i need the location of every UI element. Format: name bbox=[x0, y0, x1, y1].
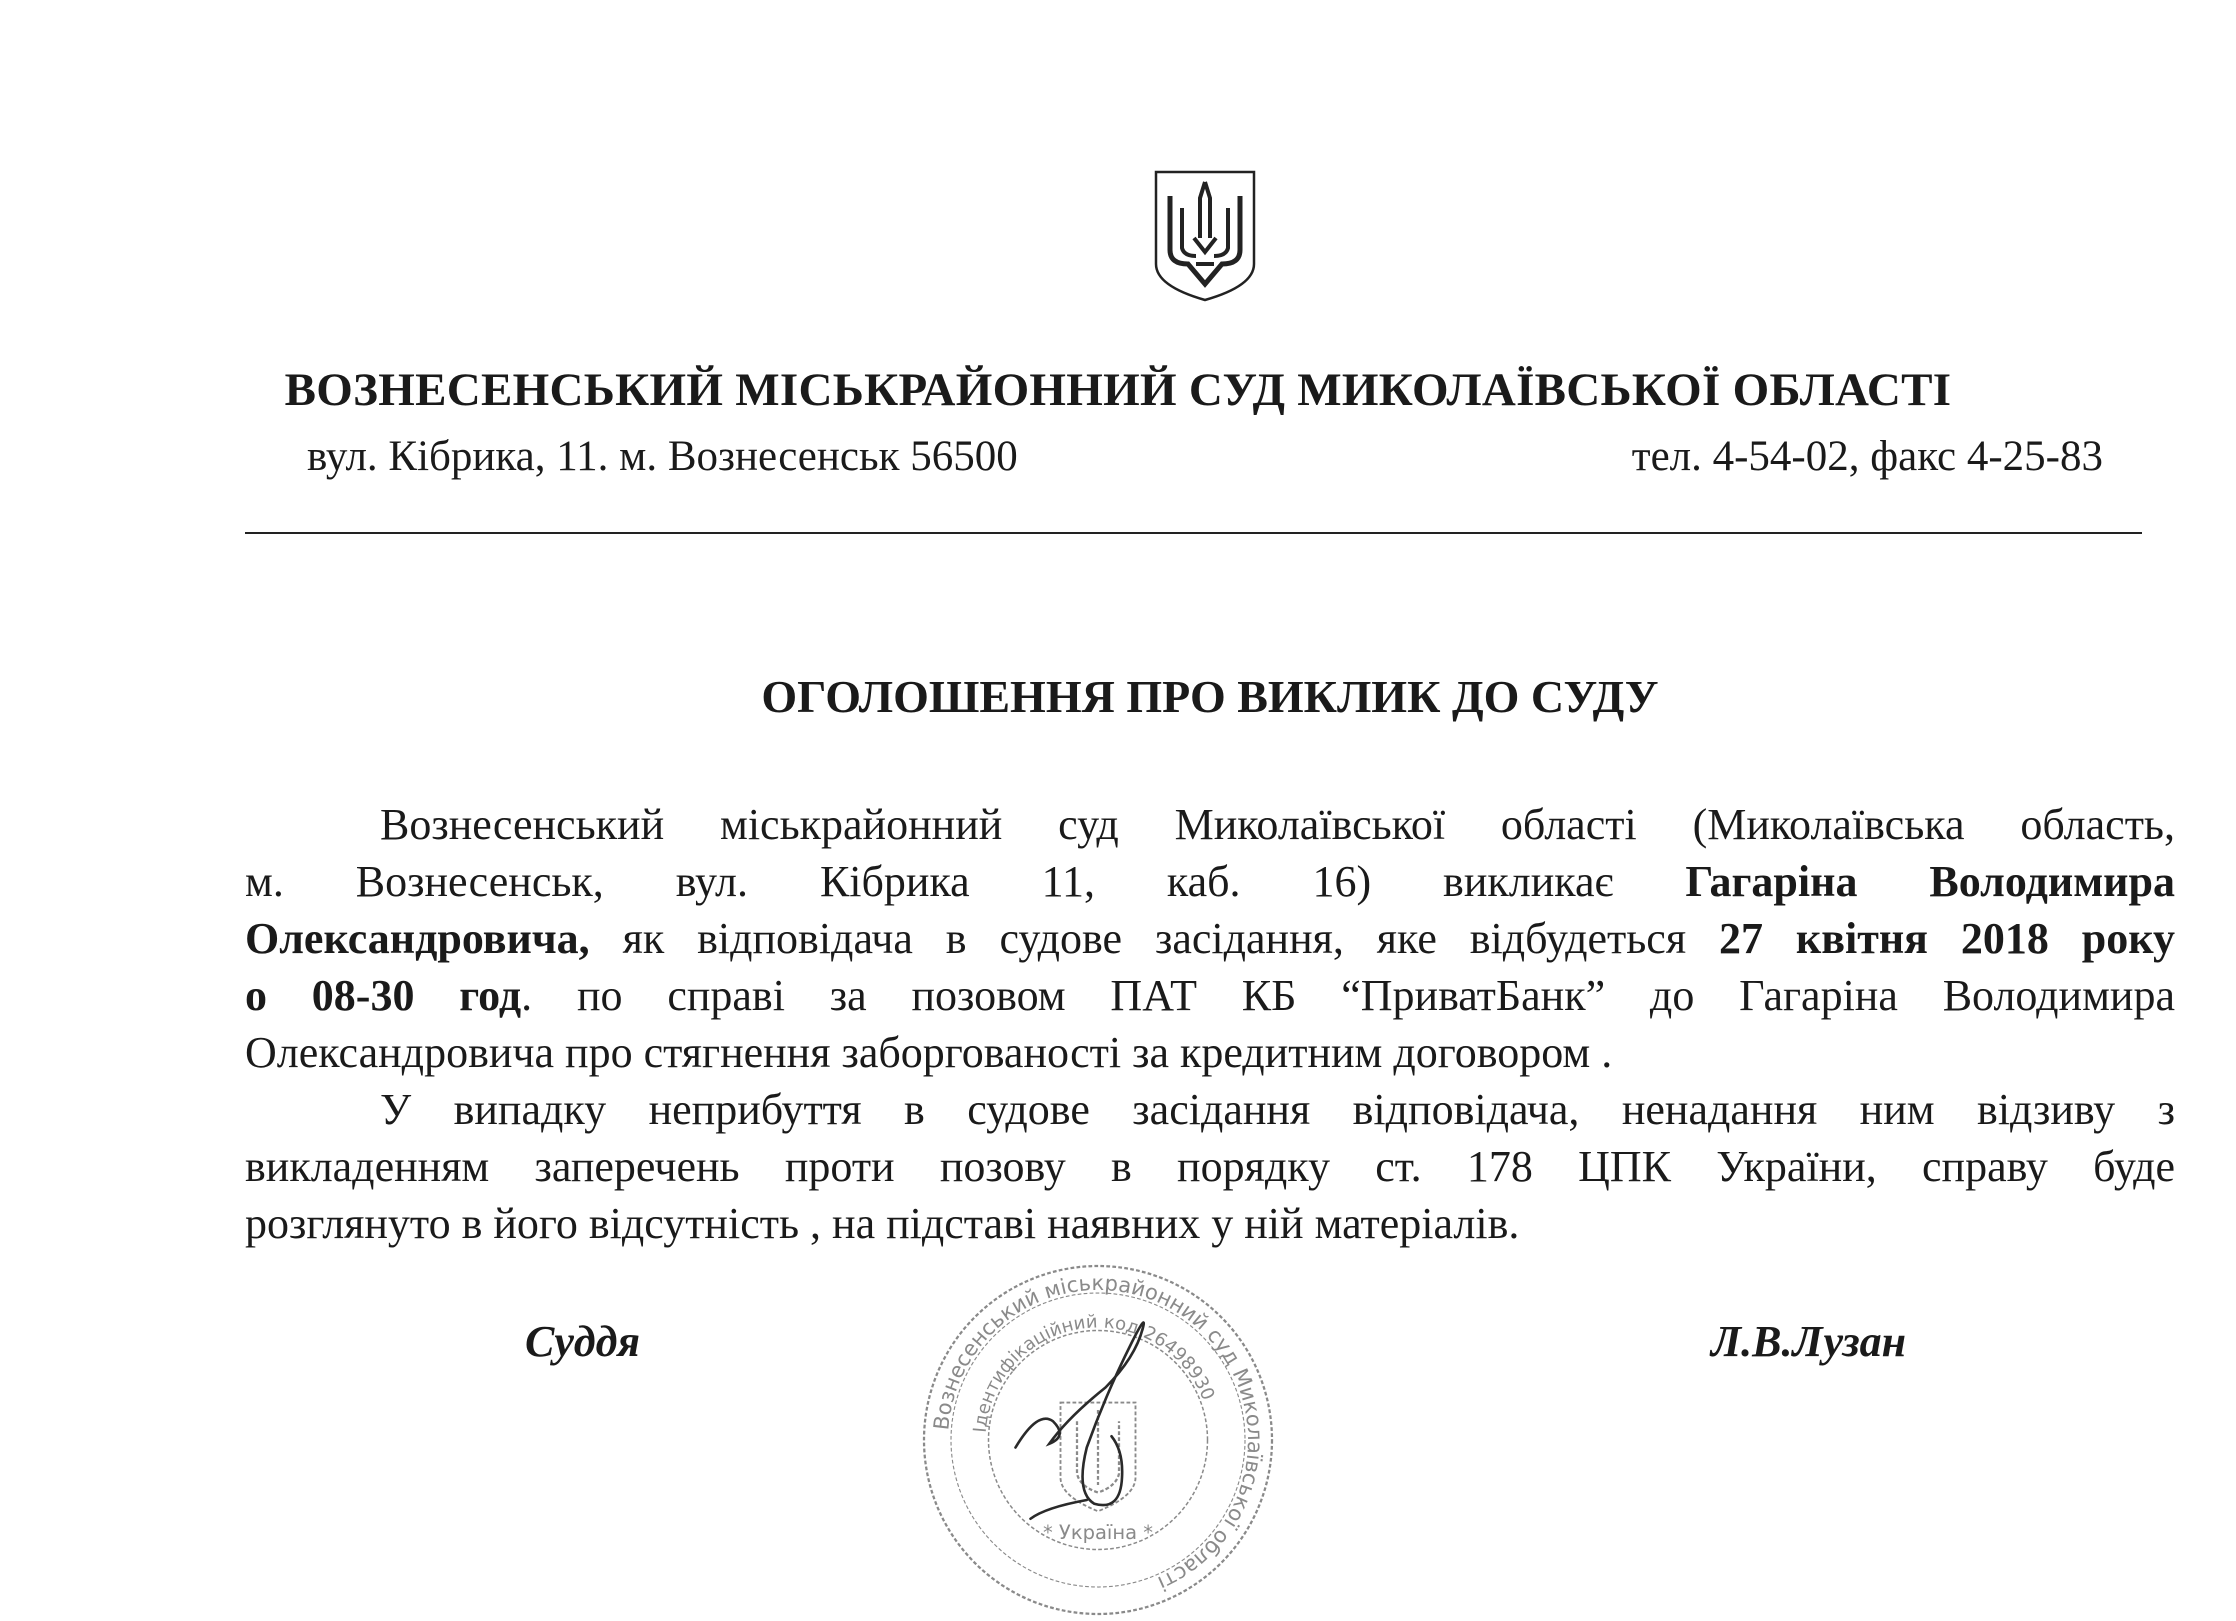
court-seal-stamp bbox=[918, 1260, 1278, 1620]
coat-of-arms-icon bbox=[1152, 168, 1258, 304]
notice-line bbox=[245, 853, 2175, 910]
judge-name: Л.В.Лузан bbox=[1711, 1317, 1907, 1366]
text-segment: розглянуто в його відсутність , на підставі наявних у ній матеріалів. bbox=[245, 1199, 1520, 1248]
notice-body bbox=[245, 796, 2175, 1252]
judge-label: Суддя bbox=[525, 1317, 641, 1366]
notice-title: ОГОЛОШЕННЯ ПРО ВИКЛИК ДО СУДУ bbox=[761, 671, 1659, 722]
text-segment: Вознесенський міськрайонний суд Миколаївської області (Миколаївська область, bbox=[380, 800, 2175, 849]
header-divider bbox=[245, 532, 2142, 534]
notice-line bbox=[245, 1024, 2175, 1081]
notice-line bbox=[245, 910, 2175, 967]
stamp-inner-text: Ідентифікаційний код 26498930 bbox=[969, 1311, 1219, 1434]
emphasized-text: о 08-30 год bbox=[245, 971, 522, 1020]
emphasized-text: Гагаріна Володимира bbox=[1685, 857, 2176, 906]
emphasized-text: Олександровича, bbox=[245, 914, 590, 963]
notice-line bbox=[245, 1081, 2175, 1138]
text-segment: як відповідача в судове засідання, яке відбудеться bbox=[589, 914, 1719, 963]
notice-line bbox=[245, 1138, 2175, 1195]
text-segment: викладенням заперечень проти позову в порядку ст. 178 ЦПК України, справу буде bbox=[245, 1142, 2175, 1191]
court-address: вул. Кібрика, 11. м. Вознесенськ 56500 bbox=[307, 433, 1018, 480]
emphasized-text: 27 квітня 2018 року bbox=[1718, 914, 2175, 963]
notice-line bbox=[245, 1195, 2175, 1252]
notice-line bbox=[245, 967, 2175, 1024]
text-segment: У випадку неприбуття в судове засідання відповідача, ненадання ним відзиву з bbox=[380, 1085, 2175, 1134]
court-name-heading: ВОЗНЕСЕНСЬКИЙ МІСЬКРАЙОННИЙ СУД МИКОЛАЇВСЬКОЇ ОБЛАСТІ bbox=[284, 364, 1952, 416]
text-segment: м. Вознесенськ, вул. Кібрика 11, каб. 16) викликає bbox=[245, 857, 1686, 906]
text-segment: . по справі за позовом ПАТ КБ “ПриватБанк” до Гагаріна Володимира bbox=[521, 971, 2176, 1020]
court-contacts: тел. 4-54-02, факс 4-25-83 bbox=[1631, 433, 2103, 480]
text-segment: Олександровича про стягнення заборгованості за кредитним договором . bbox=[245, 1028, 1613, 1077]
stamp-country: * Україна * bbox=[1042, 1521, 1154, 1544]
notice-line bbox=[245, 796, 2175, 853]
stamp-outer-text: Вознесенський міськрайонний суд Миколаївської області bbox=[929, 1270, 1268, 1596]
